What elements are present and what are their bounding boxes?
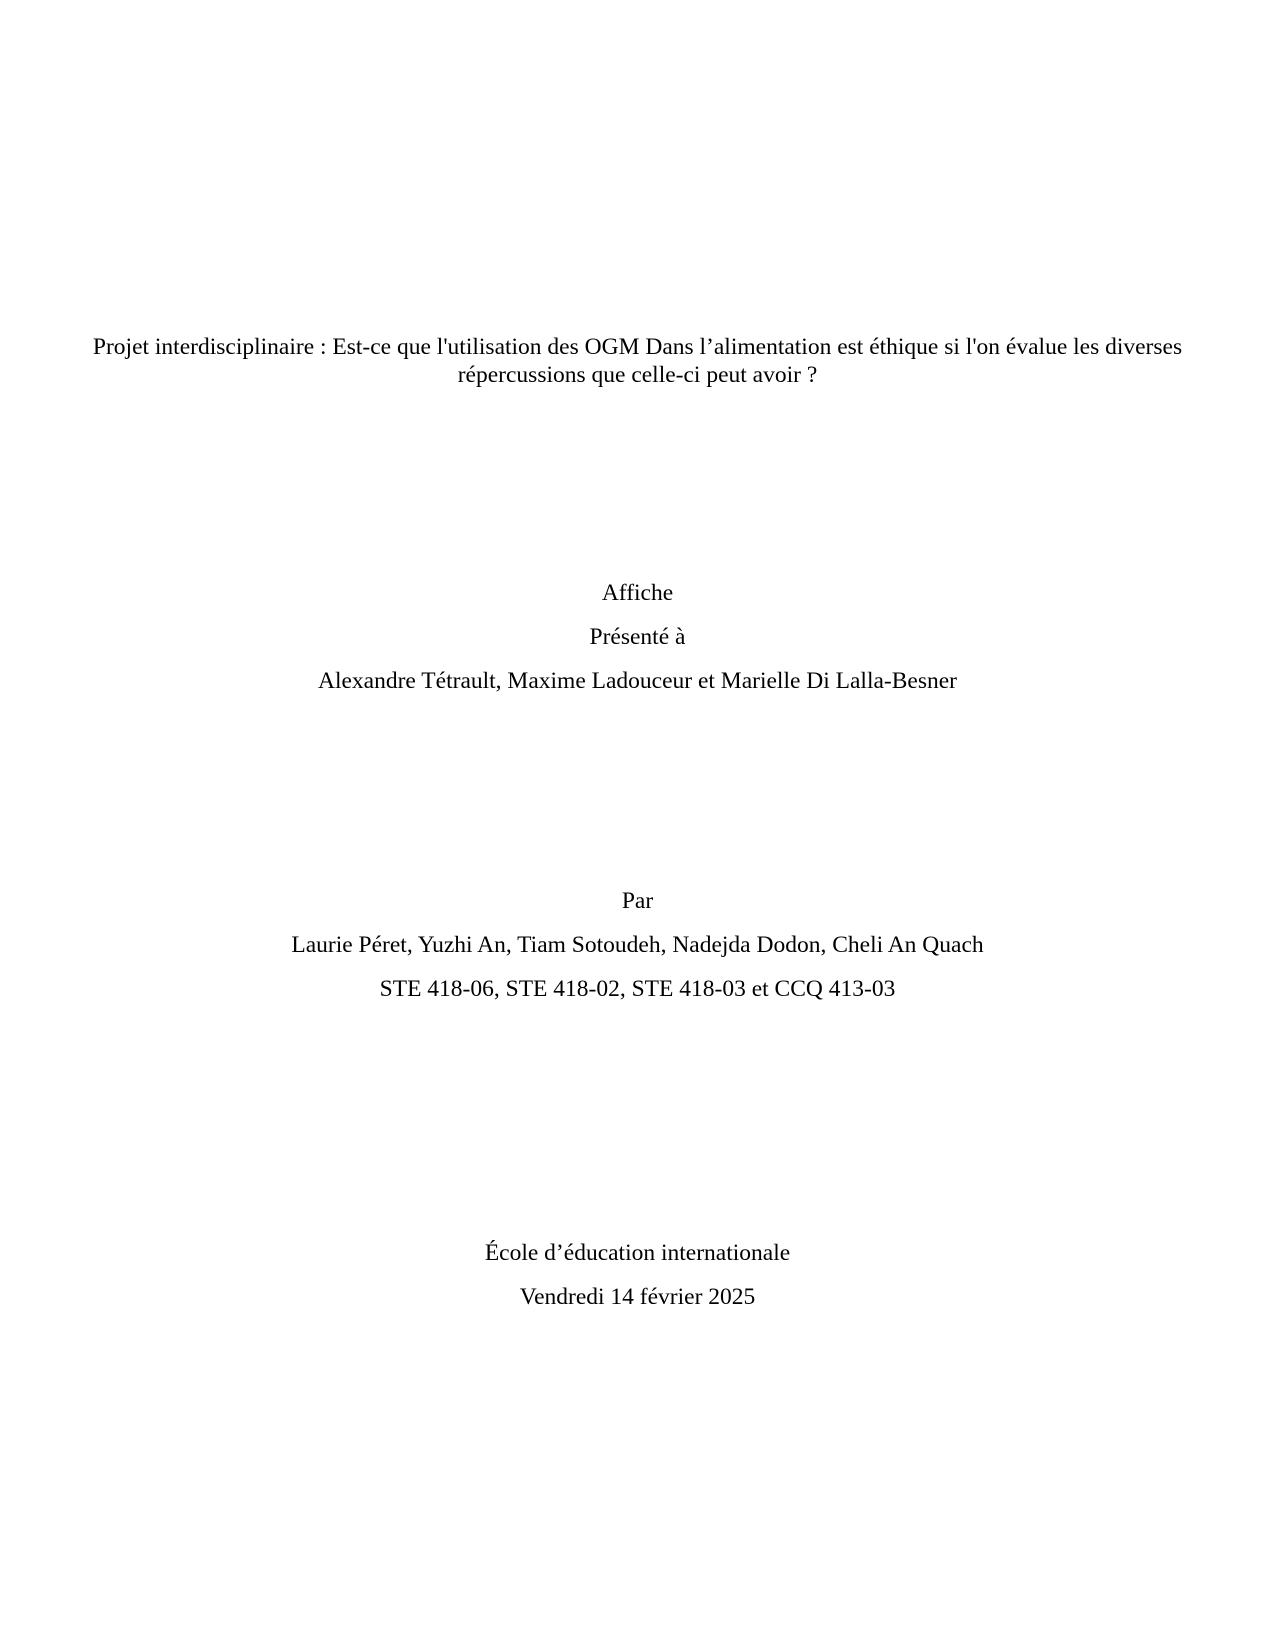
by-label: Par: [621, 888, 654, 914]
authors-names: Laurie Péret, Yuzhi An, Tiam Sotoudeh, Nadejda Dodon, Cheli An Quach: [291, 932, 984, 958]
school-name: École d’éducation internationale: [484, 1240, 791, 1266]
teachers-names: Alexandre Tétrault, Maxime Ladouceur et Marielle Di Lalla-Besner: [317, 668, 958, 694]
submission-date: Vendredi 14 février 2025: [519, 1284, 756, 1310]
document-type: Affiche: [601, 580, 674, 606]
presented-to-label: Présenté à: [589, 624, 686, 650]
group-codes: STE 418-06, STE 418-02, STE 418-03 et CCQ 413-03: [379, 976, 896, 1002]
project-title: Projet interdisciplinaire : Est-ce que l'utilisation des OGM Dans l’alimentation est éthique si l'on évalue les diverses répercussions que celle-ci peut avoir ?: [92, 334, 1183, 388]
